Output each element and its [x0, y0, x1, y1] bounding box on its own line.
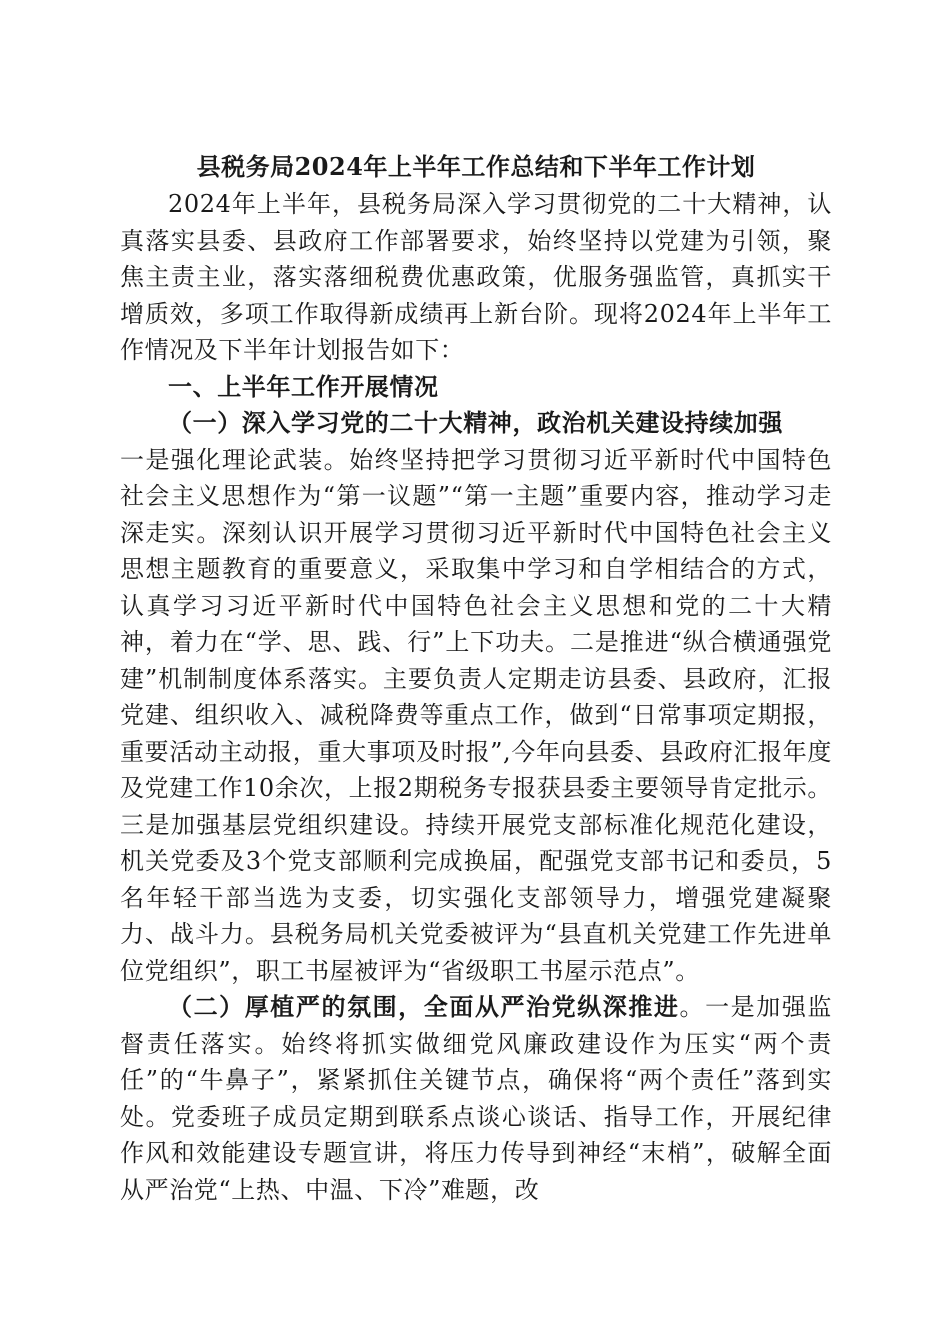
subsection-2-paragraph: [120, 989, 832, 1208]
subsection-2-body: 。一是加强监督责任落实。始终将抓实做细党风廉政建设作为压实“两个责任”的“牛鼻子”，紧紧抓住关键节点，确保将“两个责任”落到实处。党委班子成员定期到联系点谈心谈话、指导工作，开展纪律作风和效能建设专题宣讲，将压力传导到神经“末梢”，破解全面从严治党“上热、中温、下冷”难题，改: [120, 993, 832, 1204]
subsection-1-body: 一是强化理论武装。始终坚持把学习贯彻习近平新时代中国特色社会主义思想作为“第一议题”“第一主题”重要内容，推动学习走深走实。深刻认识开展学习贯彻习近平新时代中国特色社会主义思想主题教育的重要意义，采取集中学习和自学相结合的方式，认真学习习近平新时代中国特色社会主义思想和党的二十大精神，着力在“学、思、践、行”上下功夫。二是推进“纵合横通强党建”机制制度体系落实。主要负责人定期走访县委、县政府，汇报党建、组织收入、减税降费等重点工作，做到“日常事项定期报，重要活动主动报，重大事项及时报”,今年向县委、县政府汇报年度及党建工作10余次，上报2期税务专报获县委主要领导肯定批示。三是加强基层党组织建设。持续开展党支部标准化规范化建设，机关党委及3个党支部顺利完成换届，配强党支部书记和委员，5名年轻干部当选为支委，切实强化支部领导力，增强党建凝聚力、战斗力。县税务局机关党委被评为“县直机关党建工作先进单位党组织”，职工书屋被评为“省级职工书屋示范点”。: [120, 445, 832, 985]
subsection-heading-2: （二）厚植严的氛围，全面从严治党纵深推进: [168, 992, 680, 1021]
intro-paragraph: 2024年上半年，县税务局深入学习贯彻党的二十大精神，认真落实县委、县政府工作部署要求，始终坚持以党建为引领，聚焦主责主业，落实落细税费优惠政策，优服务强监管，真抓实干增质效，多项工作取得新成绩再上新台阶。现将2024年上半年工作情况及下半年计划报告如下：: [120, 190, 832, 364]
document-page: [120, 148, 832, 1208]
subsection-heading-1: （一）深入学习党的二十大精神，政治机关建设持续加强: [168, 408, 783, 437]
section-heading-1: 一、上半年工作开展情况: [168, 371, 439, 401]
document-title: 县税务局2024年上半年工作总结和下半年工作计划: [196, 152, 756, 181]
